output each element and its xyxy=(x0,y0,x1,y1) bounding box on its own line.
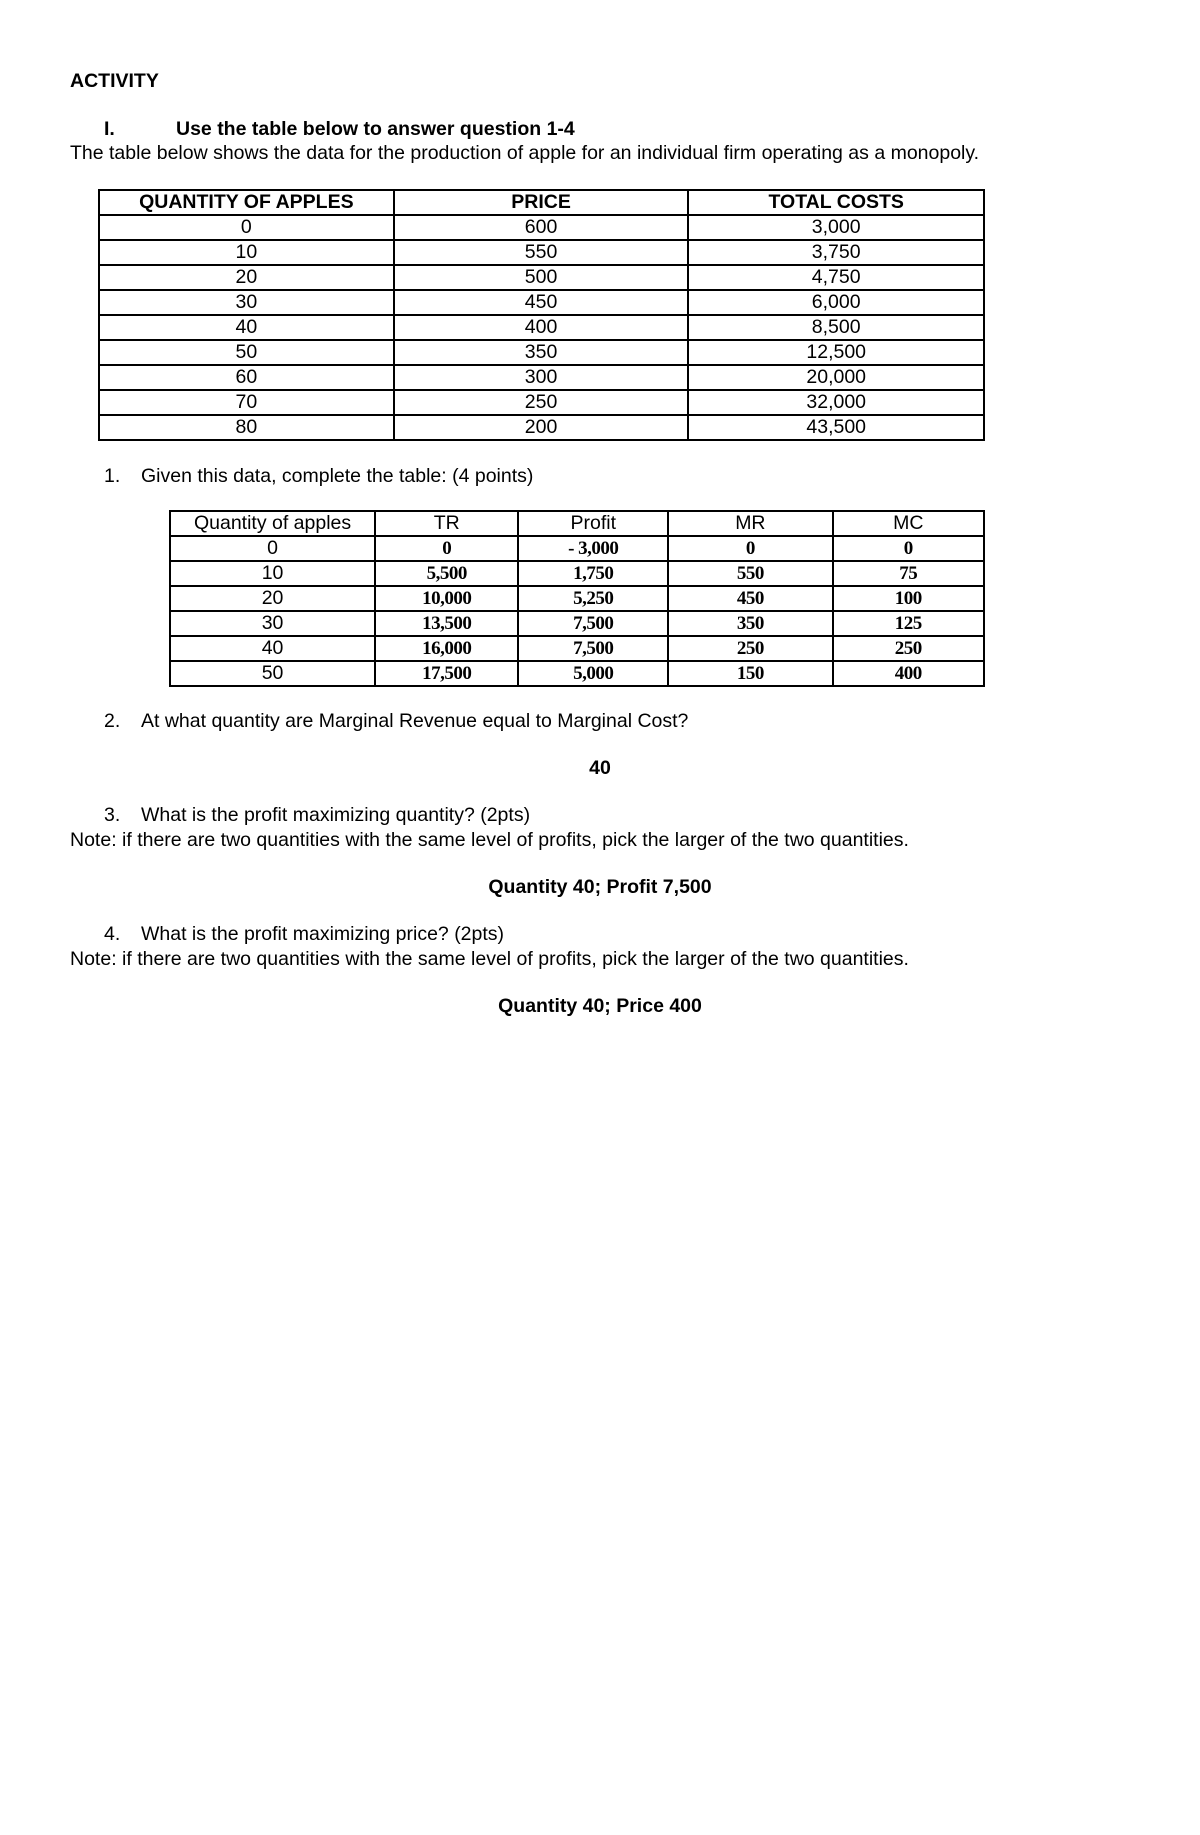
question-3-text: What is the profit maximizing quantity? (2pts) xyxy=(141,804,531,826)
question-3-note: Note: if there are two quantities with the same level of profits, pick the larger of the two quantities. xyxy=(70,829,909,851)
table-row xyxy=(99,240,984,265)
table-cell: 550 xyxy=(394,240,689,265)
table-cell: 450 xyxy=(394,290,689,315)
table-cell: 20 xyxy=(99,265,394,290)
answer-cell: 7,500 xyxy=(518,611,668,636)
table-cell: 300 xyxy=(394,365,689,390)
answer-cell: 1,750 xyxy=(518,561,668,586)
section-number: I. xyxy=(104,118,115,140)
table-cell: 30 xyxy=(99,290,394,315)
table-cell: 30 xyxy=(170,611,375,636)
table-row xyxy=(170,536,984,561)
table-cell: 4,750 xyxy=(688,265,984,290)
answer-cell: 13,500 xyxy=(375,611,518,636)
question-4-text: What is the profit maximizing price? (2pts) xyxy=(141,923,505,945)
question-4-number: 4. xyxy=(104,923,121,945)
question-4-note: Note: if there are two quantities with the same level of profits, pick the larger of the two quantities. xyxy=(70,948,909,970)
section-intro: The table below shows the data for the production of apple for an individual firm operating as a monopoly. xyxy=(70,142,980,164)
table-cell: 600 xyxy=(394,215,689,240)
answer-cell: 550 xyxy=(668,561,832,586)
header-price: PRICE xyxy=(394,190,689,215)
table-row xyxy=(170,636,984,661)
table-cell: 500 xyxy=(394,265,689,290)
table-cell: 200 xyxy=(394,415,689,440)
header-tr: TR xyxy=(375,511,518,536)
table-cell: 3,000 xyxy=(688,215,984,240)
answer-cell: 10,000 xyxy=(375,586,518,611)
header-quantity: Quantity of apples xyxy=(170,511,375,536)
page-heading: ACTIVITY xyxy=(70,70,159,92)
table-cell: 0 xyxy=(99,215,394,240)
question-3-answer: Quantity 40; Profit 7,500 xyxy=(488,876,712,898)
table-cell: 6,000 xyxy=(688,290,984,315)
table-cell: 43,500 xyxy=(688,415,984,440)
answer-cell: 5,000 xyxy=(518,661,668,686)
answer-cell: 0 xyxy=(668,536,832,561)
table-cell: 40 xyxy=(170,636,375,661)
section-title: Use the table below to answer question 1-4 xyxy=(176,118,575,140)
answer-cell: 250 xyxy=(668,636,832,661)
table-cell: 50 xyxy=(99,340,394,365)
table-row xyxy=(99,365,984,390)
table-row xyxy=(99,415,984,440)
table-row xyxy=(99,265,984,290)
question-1-text: Given this data, complete the table: (4 points) xyxy=(141,465,534,487)
table-cell: 40 xyxy=(99,315,394,340)
question-2-answer: 40 xyxy=(589,757,611,779)
header-profit: Profit xyxy=(518,511,668,536)
table-row xyxy=(170,561,984,586)
answer-cell: 75 xyxy=(833,561,984,586)
answer-cell: 17,500 xyxy=(375,661,518,686)
table-cell: 10 xyxy=(99,240,394,265)
table-cell: 50 xyxy=(170,661,375,686)
table-cell: 0 xyxy=(170,536,375,561)
apple-data-table xyxy=(98,189,985,441)
table-cell: 32,000 xyxy=(688,390,984,415)
table-cell: 20 xyxy=(170,586,375,611)
question-2-number: 2. xyxy=(104,710,121,732)
answer-table xyxy=(169,510,985,687)
answer-cell: 400 xyxy=(833,661,984,686)
answer-cell: 250 xyxy=(833,636,984,661)
table-cell: 12,500 xyxy=(688,340,984,365)
table-header-row xyxy=(99,190,984,215)
question-4-answer: Quantity 40; Price 400 xyxy=(498,995,702,1017)
table-header-row xyxy=(170,511,984,536)
question-2-text: At what quantity are Marginal Revenue equal to Marginal Cost? xyxy=(141,710,689,732)
answer-cell: 150 xyxy=(668,661,832,686)
table-row xyxy=(99,290,984,315)
answer-cell: 7,500 xyxy=(518,636,668,661)
table-cell: 20,000 xyxy=(688,365,984,390)
table-cell: 350 xyxy=(394,340,689,365)
table-row xyxy=(99,215,984,240)
answer-cell: 100 xyxy=(833,586,984,611)
answer-cell: 5,250 xyxy=(518,586,668,611)
header-total-costs: TOTAL COSTS xyxy=(688,190,984,215)
header-mr: MR xyxy=(668,511,832,536)
table-row xyxy=(170,611,984,636)
table-cell: 60 xyxy=(99,365,394,390)
answer-cell: 125 xyxy=(833,611,984,636)
answer-cell: 0 xyxy=(375,536,518,561)
table-cell: 80 xyxy=(99,415,394,440)
table-row xyxy=(99,315,984,340)
table-row xyxy=(170,661,984,686)
header-quantity: QUANTITY OF APPLES xyxy=(99,190,394,215)
answer-cell: 5,500 xyxy=(375,561,518,586)
answer-cell: 0 xyxy=(833,536,984,561)
table-row xyxy=(99,390,984,415)
table-cell: 3,750 xyxy=(688,240,984,265)
answer-cell: 16,000 xyxy=(375,636,518,661)
table-cell: 400 xyxy=(394,315,689,340)
table-row xyxy=(170,586,984,611)
table-cell: 10 xyxy=(170,561,375,586)
table-cell: 8,500 xyxy=(688,315,984,340)
answer-cell: - 3,000 xyxy=(518,536,668,561)
table-cell: 250 xyxy=(394,390,689,415)
answer-cell: 350 xyxy=(668,611,832,636)
table-row xyxy=(99,340,984,365)
question-3-number: 3. xyxy=(104,804,121,826)
question-1-number: 1. xyxy=(104,465,121,487)
answer-cell: 450 xyxy=(668,586,832,611)
header-mc: MC xyxy=(833,511,984,536)
table-cell: 70 xyxy=(99,390,394,415)
